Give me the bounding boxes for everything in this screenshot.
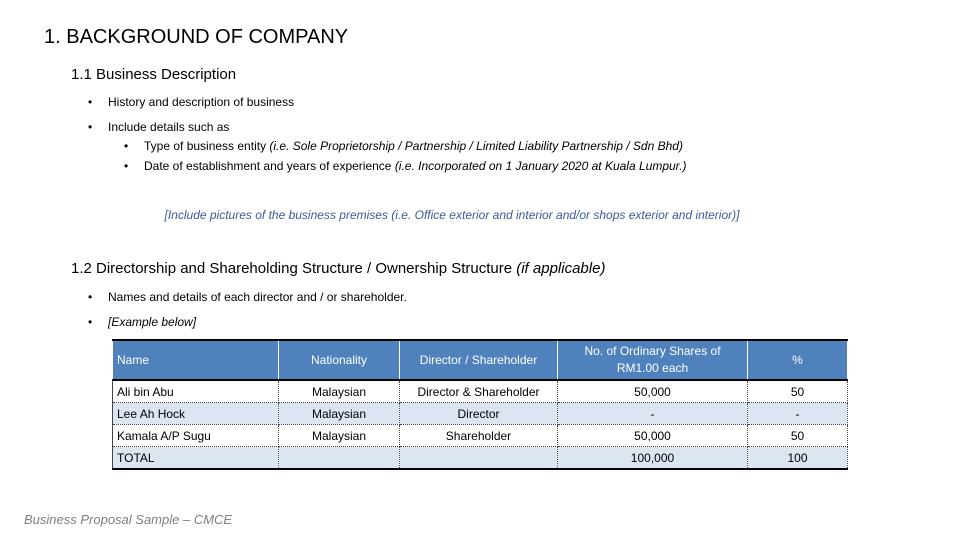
table-total-row [113,447,848,470]
header-role: Director / Shareholder [400,340,558,380]
cell-role [400,447,558,470]
cell-role: Director [400,403,558,425]
cell-name: TOTAL [113,447,279,470]
table-header-row [113,340,848,380]
pictures-note: [Include pictures of the business premises (i.e. Office exterior and interior and/or shops exterior and interior)] [164,208,740,222]
cell-nationality: Malaysian [279,425,400,447]
bullet-icon: • [88,95,93,109]
bullet-icon: • [124,159,129,173]
footer-text: Business Proposal Sample – CMCE [24,512,233,527]
cell-shares: 50,000 [558,380,748,403]
bullet-icon: • [88,290,93,304]
bullet-text: Names and details of each director and / or shareholder. [108,290,407,304]
cell-nationality: Malaysian [279,403,400,425]
cell-nationality: Malaysian [279,380,400,403]
bullet-text: Include details such as [108,120,230,134]
cell-nationality [279,447,400,470]
header-percent: % [748,340,848,380]
section-2-title: 1.2 Directorship and Shareholding Structure / Ownership Structure (if applicable) [71,260,606,277]
cell-role: Shareholder [400,425,558,447]
cell-role: Director & Shareholder [400,380,558,403]
ownership-table [112,339,848,470]
cell-shares: 100,000 [558,447,748,470]
cell-name: Ali bin Abu [113,380,279,403]
cell-percent: 100 [748,447,848,470]
cell-percent: 50 [748,380,848,403]
table-row [113,425,848,447]
cell-percent: - [748,403,848,425]
header-name: Name [113,340,279,380]
bullet-icon: • [124,139,129,153]
sub-bullet-text: Date of establishment and years of experience (i.e. Incorporated on 1 January 2020 at Kuala Lumpur.) [144,159,687,173]
bullet-icon: • [88,120,93,134]
bullet-icon: • [88,315,93,329]
cell-name: Kamala A/P Sugu [113,425,279,447]
header-shares: No. of Ordinary Shares of RM1.00 each [558,340,748,380]
header-nationality: Nationality [279,340,400,380]
table-row [113,403,848,425]
bullet-text: [Example below] [108,315,197,329]
section-1-title: 1.1 Business Description [71,66,237,83]
cell-shares: 50,000 [558,425,748,447]
cell-percent: 50 [748,425,848,447]
table-row [113,380,848,403]
bullet-text: History and description of business [108,95,295,109]
page-title: 1. BACKGROUND OF COMPANY [44,26,349,48]
sub-bullet-text: Type of business entity (i.e. Sole Proprietorship / Partnership / Limited Liability Partnership / Sdn Bhd) [144,139,683,153]
cell-shares: - [558,403,748,425]
cell-name: Lee Ah Hock [113,403,279,425]
